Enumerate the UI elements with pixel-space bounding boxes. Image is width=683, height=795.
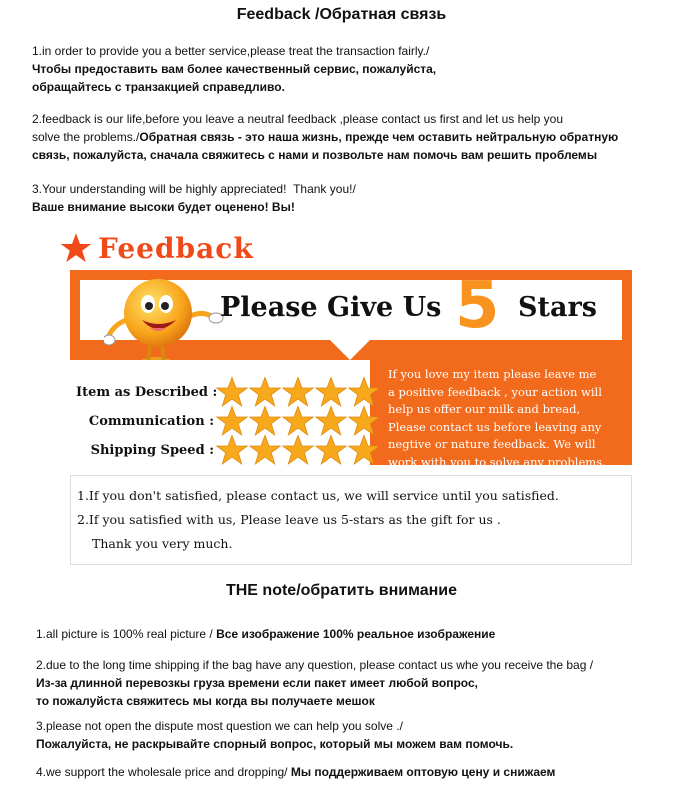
panel-notch xyxy=(330,340,370,360)
note-3-line-1: 3.please not open the dispute most question we can help you solve ./ xyxy=(36,719,403,733)
intro-paragraph-3 xyxy=(32,180,662,216)
note-2-line-2: Из-за длинной перевозкы груза времени если пакет имеет любой вопрос, xyxy=(36,676,478,690)
note-line-2: a positive feedback , your action will xyxy=(388,384,602,399)
rating-star-icon xyxy=(249,434,281,466)
rating-stars-shipping xyxy=(216,434,381,466)
red-star-icon xyxy=(60,232,92,264)
intro-2-line-2-en: solve the problems./ xyxy=(32,130,140,144)
note-line-5: negtive or nature feedback. We will xyxy=(388,437,596,451)
rating-row-item xyxy=(76,377,381,407)
rating-row-communication xyxy=(76,406,381,436)
rating-star-icon xyxy=(348,405,380,437)
note-title: THE note/обратить внимание xyxy=(225,582,458,599)
note-item-2 xyxy=(36,656,656,710)
rating-star-icon xyxy=(216,405,248,437)
note-3-line-2: Пожалуйста, не раскрывайте спорный вопрос, который мы можем вам помочь. xyxy=(36,737,514,751)
intro-3-line-1 xyxy=(32,180,662,198)
intro-1-line-1: 1.in order to provide you a better service,please treat the transaction fairly./ xyxy=(32,44,430,58)
rating-row-shipping xyxy=(76,435,381,465)
banner-headline: Please Give Us xyxy=(220,292,442,323)
intro-2-line-1: 2.feedback is our life,before you leave a neutral feedback ,please contact us first and let us help you xyxy=(32,112,563,126)
rating-star-icon xyxy=(348,434,380,466)
banner-headline-end: Stars xyxy=(518,292,597,323)
intro-3-line-1-en: 3.Your understanding will be highly appreciated! xyxy=(32,182,287,196)
banner-number-five: 5 xyxy=(455,269,500,343)
intro-paragraph-2 xyxy=(32,110,662,164)
note-1-ru: Все изображение 100% реальное изображение xyxy=(216,627,496,641)
intro-2-line-3: связь, пожалуйста, сначала свяжитесь с нами и позвольте нам помочь вам решить проблемы xyxy=(32,148,598,162)
rating-star-icon xyxy=(348,376,380,408)
intro-paragraph-1 xyxy=(32,42,662,96)
rating-star-icon xyxy=(282,405,314,437)
intro-1-line-3: обращайтесь с транзакцией справедливо. xyxy=(32,80,285,94)
rating-label-communication: Communication : xyxy=(88,413,214,429)
rating-star-icon xyxy=(216,376,248,408)
note-line-3: help us offer our milk and bread, xyxy=(388,402,581,416)
intro-2-line-2 xyxy=(32,128,662,146)
rating-label-item: Item as Described : xyxy=(76,384,218,400)
page-title: Feedback /Обратная связь xyxy=(236,6,447,23)
rating-star-icon xyxy=(315,376,347,408)
rating-star-icon xyxy=(282,434,314,466)
orange-note-box xyxy=(378,360,632,469)
intro-2-line-2-ru: Обратная связь - это наша жизнь, прежде чем оставить нейтральную обратную xyxy=(139,130,619,144)
note-4-en: 4.we support the wholesale price and dropping/ xyxy=(36,765,291,779)
rating-star-icon xyxy=(282,376,314,408)
smiley-mascot-icon xyxy=(104,268,224,368)
note-line-4: Please contact us before leaving any xyxy=(388,419,602,434)
note-item-4 xyxy=(36,763,656,781)
note-1-en: 1.all picture is 100% real picture / xyxy=(36,627,217,641)
rating-stars-communication xyxy=(216,405,381,437)
rating-star-icon xyxy=(315,405,347,437)
bottom-line-3: Thank you very much. xyxy=(92,536,233,551)
rating-star-icon xyxy=(315,434,347,466)
rating-star-icon xyxy=(249,405,281,437)
note-item-3 xyxy=(36,717,656,753)
note-line-6: work with you to solve any problems. xyxy=(388,454,606,469)
intro-1-line-2: Чтобы предоставить вам более качественный сервис, пожалуйста, xyxy=(32,62,437,76)
feedback-heading-text: Feedback xyxy=(98,231,254,265)
rating-stars-item xyxy=(216,376,381,408)
intro-3-line-2: Ваше внимание высоки будет оценено! Вы! xyxy=(32,200,295,214)
bottom-line-2: 2.If you satisfied with us, Please leave us 5-stars as the gift for us . xyxy=(77,512,501,527)
note-item-1 xyxy=(36,625,656,643)
rating-label-shipping: Shipping Speed : xyxy=(90,442,214,458)
intro-3-line-1-thanks: Thank you!/ xyxy=(293,182,356,196)
note-2-line-1: 2.due to the long time shipping if the bag have any question, please contact us whe you receive the bag / xyxy=(36,658,594,672)
rating-star-icon xyxy=(249,376,281,408)
feedback-heading xyxy=(60,228,254,268)
note-line-1: If you love my item please leave me xyxy=(388,367,597,381)
note-4-ru: Мы поддерживаем оптовую цену и снижаем xyxy=(290,765,556,779)
bottom-line-1: 1.If you don't satisfied, please contact us, we will service until you satisfied. xyxy=(77,488,559,503)
rating-star-icon xyxy=(216,434,248,466)
note-2-line-3: то пожалуйста свяжитесь мы когда вы получаете мешок xyxy=(36,694,375,708)
